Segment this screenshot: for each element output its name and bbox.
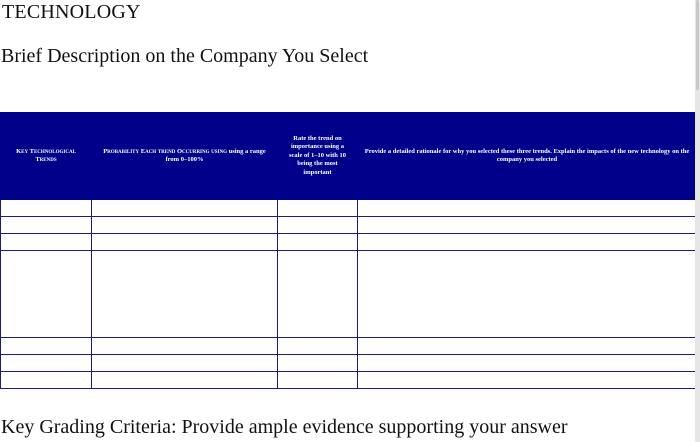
header-rationale bbox=[358, 113, 697, 200]
page-subheading: Brief Description on the Company You Select bbox=[1, 45, 369, 67]
header-probability bbox=[92, 113, 278, 200]
table-cell[interactable] bbox=[278, 355, 358, 372]
table-row bbox=[1, 251, 697, 338]
table-cell[interactable] bbox=[278, 217, 358, 234]
table-cell[interactable] bbox=[92, 234, 278, 251]
table-cell[interactable] bbox=[92, 372, 278, 389]
table-cell[interactable] bbox=[92, 200, 278, 217]
header-rate-importance bbox=[278, 113, 358, 200]
table-cell[interactable] bbox=[1, 251, 92, 338]
header-rationale-text: Provide a detailed rationale for why you selected these three trends. Explain the impacts of the new technology on the company you selected bbox=[364, 147, 690, 163]
table-cell[interactable] bbox=[1, 338, 92, 355]
table-cell[interactable] bbox=[1, 217, 92, 234]
table-cell[interactable] bbox=[358, 251, 697, 338]
table-cell[interactable] bbox=[278, 338, 358, 355]
table-cell[interactable] bbox=[1, 355, 92, 372]
grading-criteria-footer: Key Grading Criteria: Provide ample evidence supporting your answer bbox=[1, 416, 568, 438]
trends-table bbox=[0, 112, 697, 389]
table-row bbox=[1, 372, 697, 389]
table-cell[interactable] bbox=[1, 200, 92, 217]
vertical-scrollbar[interactable] bbox=[695, 0, 700, 442]
table-cell[interactable] bbox=[1, 372, 92, 389]
header-rate-importance-text: Rate the trend on importance using a scale of 1–10 with 10 being the most important bbox=[288, 134, 347, 176]
table-cell[interactable] bbox=[92, 251, 278, 338]
table-cell[interactable] bbox=[1, 234, 92, 251]
table-cell[interactable] bbox=[358, 234, 697, 251]
table-cell[interactable] bbox=[358, 338, 697, 355]
table-cell[interactable] bbox=[278, 234, 358, 251]
table-cell[interactable] bbox=[358, 217, 697, 234]
table-row bbox=[1, 200, 697, 217]
table-row bbox=[1, 234, 697, 251]
table-cell[interactable] bbox=[358, 355, 697, 372]
header-key-trends-text: Key Technological Trends bbox=[16, 147, 76, 163]
scrollbar-thumb[interactable] bbox=[696, 0, 699, 90]
table-cell[interactable] bbox=[92, 355, 278, 372]
table-cell[interactable] bbox=[358, 372, 697, 389]
header-probability-plain: using a range from 0–100% bbox=[165, 147, 266, 163]
table-cell[interactable] bbox=[278, 200, 358, 217]
header-key-trends bbox=[1, 113, 92, 200]
header-probability-smallcaps: Probability Each trend Occurring using bbox=[103, 147, 227, 155]
table-row bbox=[1, 338, 697, 355]
table-cell[interactable] bbox=[358, 200, 697, 217]
table-cell[interactable] bbox=[278, 372, 358, 389]
table-cell[interactable] bbox=[92, 217, 278, 234]
table-row bbox=[1, 217, 697, 234]
table-cell[interactable] bbox=[92, 338, 278, 355]
table-row bbox=[1, 355, 697, 372]
table-header-row bbox=[1, 113, 697, 200]
page-heading: TECHNOLOGY bbox=[2, 1, 141, 23]
table-cell[interactable] bbox=[278, 251, 358, 338]
